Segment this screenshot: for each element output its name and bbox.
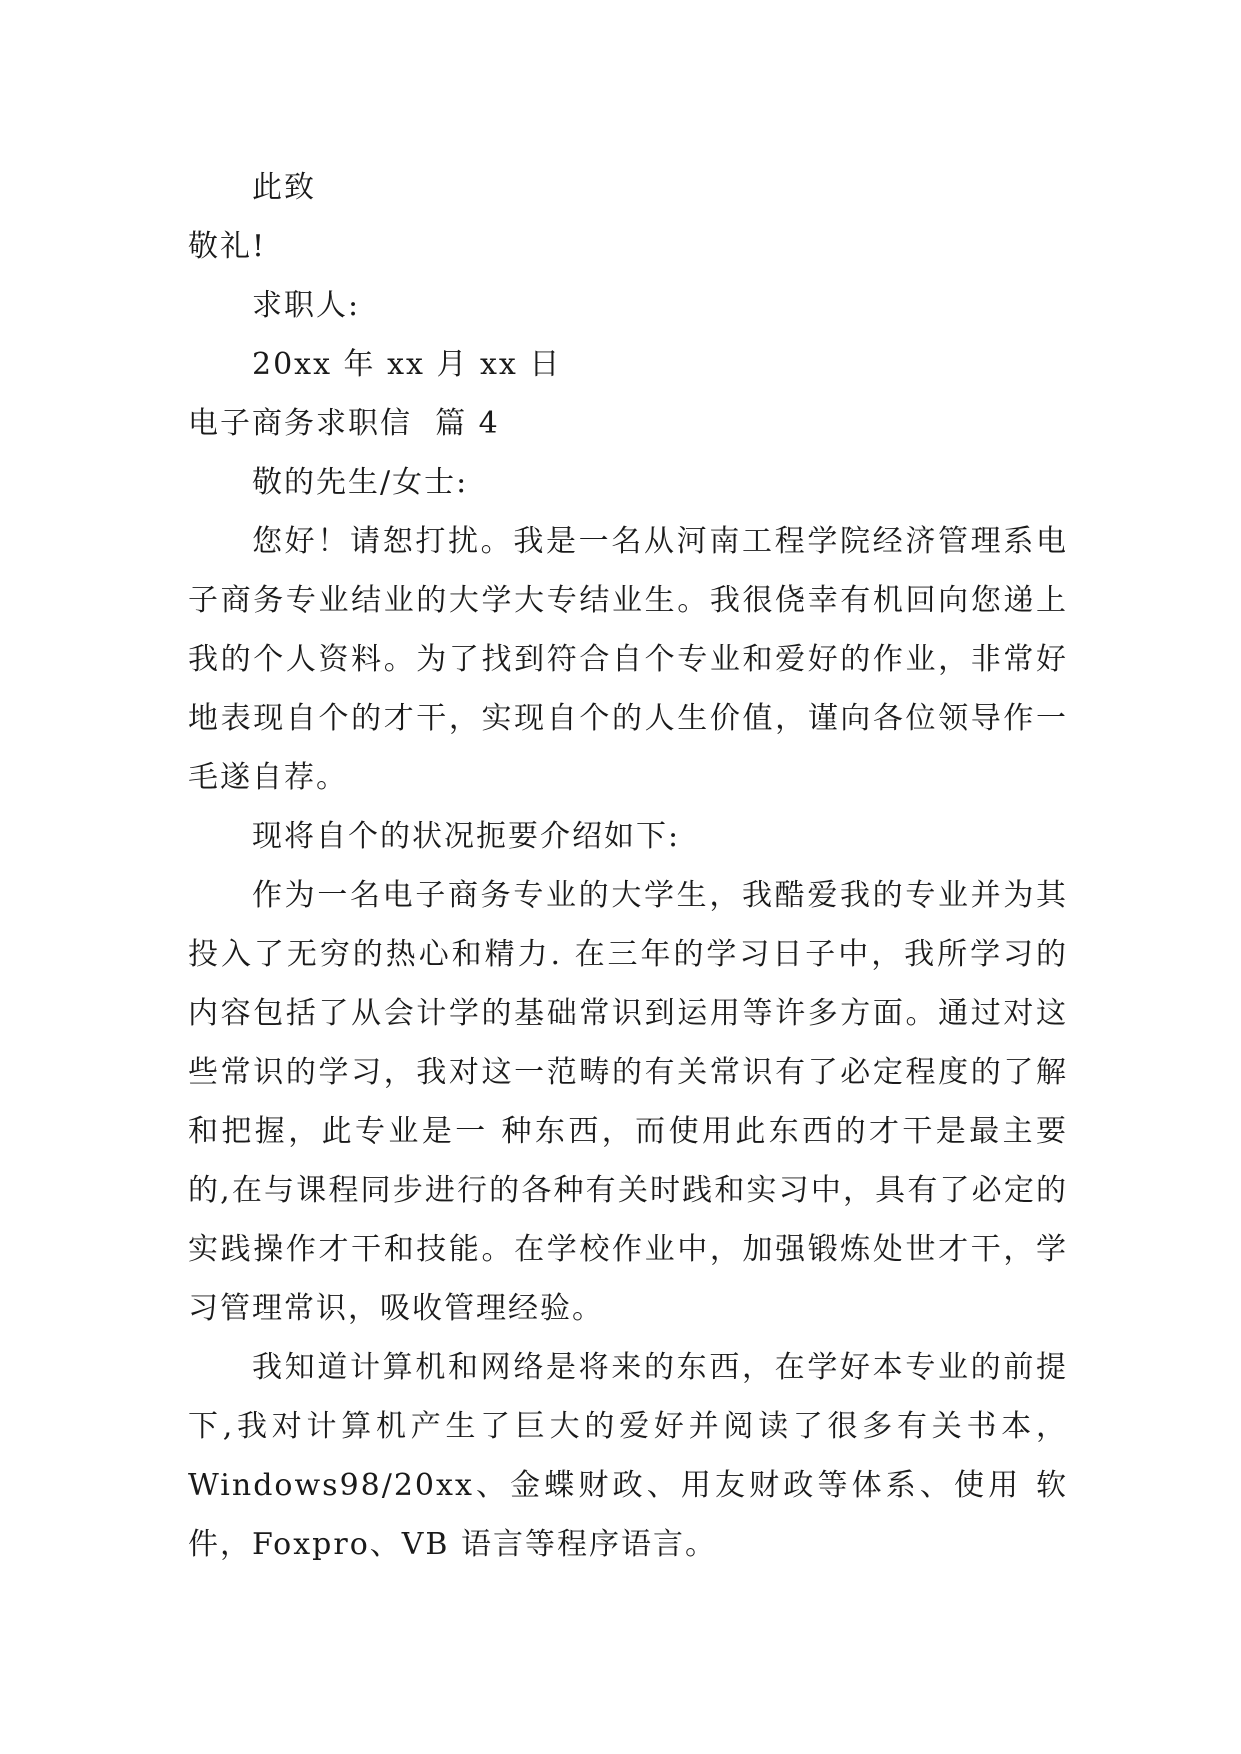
closing-regards: 敬礼! xyxy=(188,229,267,264)
paragraph-overview: 现将自个的状况扼要介绍如下: xyxy=(252,819,681,854)
paragraph-introduction: 您好！请恕打扰。我是一名从河南工程学院经济管理系电子商务专业结业的大学大专结业生。我很侥幸有机回向您递上我的个人资料。为了找到符合自个专业和爱好的作业，非常好地表现自个的才干，实现自个的人生价值，谨向各位领导作一毛遂自荐。 xyxy=(188,524,1068,795)
letter-greeting: 敬的先生/女士: xyxy=(252,465,469,500)
letter-date: 20xx 年 xx 月 xx 日 xyxy=(252,347,562,382)
closing-salutation: 此致 xyxy=(252,170,316,205)
paragraph-education: 作为一名电子商务专业的大学生，我酷爱我的专业并为其投入了无穷的热心和精力. 在三年的学习日子中，我所学习的内容包括了从会计学的基础常识到运用等许多方面。通过对这些常识的学习，我对这一范畴的有关常识有了必定程度的了解和把握，此专业是一 种东西，而使用此东西的才干是最主要的,在与课程同步进行的各种有关时践和实习中，具有了必定的实践操作才干和技能。在学校作业中，加强锻炼处世才干，学习管理常识，吸收管理经验。 xyxy=(188,878,1068,1326)
letter-body xyxy=(188,158,1068,1574)
letter-title: 电子商务求职信 篇 4 xyxy=(188,406,500,441)
signer-label: 求职人: xyxy=(252,288,361,323)
paragraph-computer-skills: 我知道计算机和网络是将来的东西，在学好本专业的前提下,我对计算机产生了巨大的爱好并阅读了很多有关书本，Windows98/20xx、金蝶财政、用友财政等体系、使用 软件，Foxpro、VB 语言等程序语言。 xyxy=(188,1350,1068,1562)
